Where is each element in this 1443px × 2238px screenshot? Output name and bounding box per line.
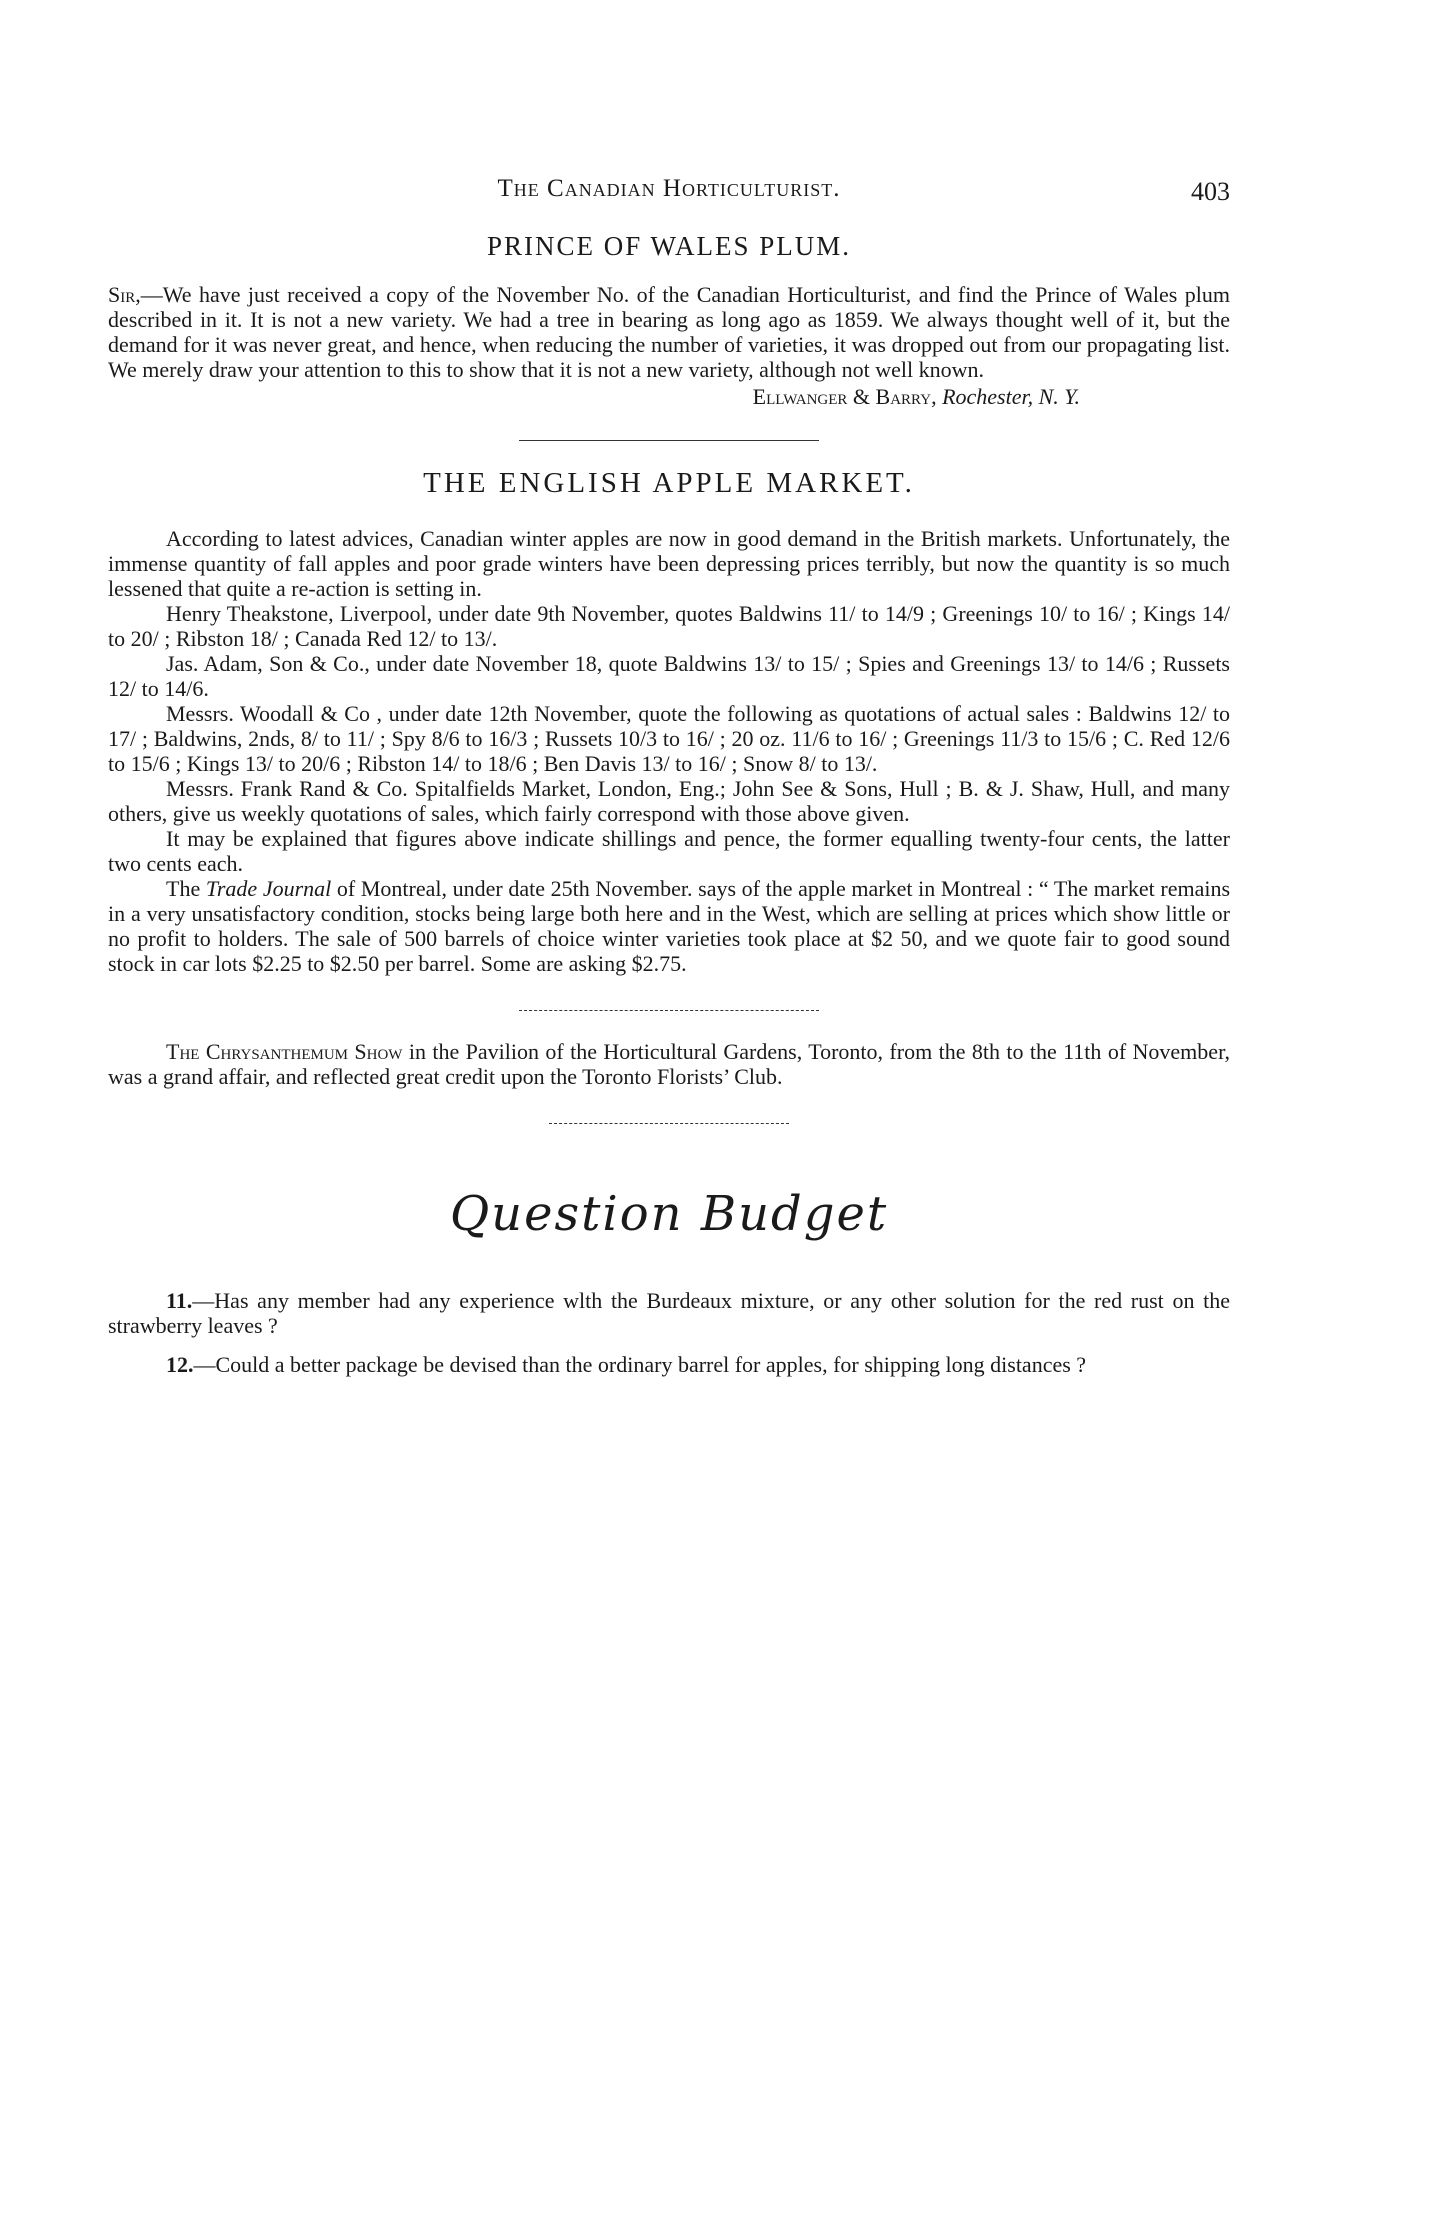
apple-paragraph: Jas. Adam, Son & Co., under date November 18, quote Baldwins 13/ to 15/ ; Spies and Greenings 13/ to 14/6 ; Russets 12/ to 14/6. [108,651,1230,701]
question-item [108,1288,1230,1338]
question-number: 11. [166,1288,193,1313]
apple-paragraph: Messrs. Woodall & Co , under date 12th November, quote the following as quotations of actual sales : Baldwins 12/ to 17/ ; Baldwins, 2nds, 8/ to 11/ ; Spy 8/6 to 16/3 ; Russets 10/3 to 16/ ; 20 oz. 11/6 to 16/ ; Greenings 11/3 to 15/6 ; C. Red 12/6 to 15/6 ; Kings 13/ to 20/6 ; Ribston 14/ to 18/6 ; Ben Davis 13/ to 16/ ; Snow 8/ to 13/. [108,701,1230,776]
question-list [108,1288,1230,1377]
question-text: —Could a better package be devised than the ordinary barrel for apples, for shipping long distances ? [193,1352,1087,1377]
section-divider [549,1123,789,1124]
signature-place: Rochester, N. Y. [942,384,1080,409]
trade-journal-pre: The [166,876,201,901]
chrysanthemum-lead: The Chrysanthemum Show [166,1039,403,1064]
chrysanthemum-note [108,1039,1230,1089]
text-column [108,175,1230,1391]
chrysanthemum-text: in the Pavilion of the Horticultural Gardens, Toronto, from the 8th to the 11th of November, was a grand affair, and reflected great credit upon the Toronto Florists’ Club. [108,1039,1231,1089]
salutation: Sir, [108,282,141,307]
running-head [108,175,1230,215]
question-text: —Has any member had any experience wlth the Burdeaux mixture, or any other solution for the red rust on the strawberry leaves ? [108,1288,1230,1338]
plum-letter-body: —We have just received a copy of the November No. of the Canadian Horticulturist, and find the Prince of Wales plum described in it. It is not a new variety. We had a tree in bearing as long ago as 1859. We always thought well of it, but the demand for it was never great, and hence, when reducing the number of varieties, it was dropped out from our propagating list. We merely draw your attention to this to show that it is not a new variety, although not well known. [108,282,1230,382]
trade-journal-post: of Montreal, under date 25th November. says of the apple market in Montreal : “ The market remains in a very unsatisfactory condition, stocks being large both here and in the West, which are selling at prices which show little or no profit to holders. The sale of 500 barrels of choice winter varieties took place at $2 50, and we quote fair to good sound stock in car lots $2.25 to $2.50 per barrel. Some are asking $2.75. [108,876,1231,976]
plum-article-title: PRINCE OF WALES PLUM. [486,231,852,261]
apple-article-title: THE ENGLISH APPLE MARKET. [423,467,915,499]
apple-paragraph: Messrs. Frank Rand & Co. Spitalfields Market, London, Eng.; John See & Sons, Hull ; B. & J. Shaw, Hull, and many others, give us weekly quotations of sales, which fairly correspond with those above given. [108,776,1230,826]
plum-signature [108,384,1080,410]
apple-article-body [108,526,1230,976]
question-budget-heading: Question Budget [449,1186,889,1242]
question-item [108,1352,1230,1377]
plum-letter [108,282,1230,382]
trade-journal-name: Trade Journal [205,876,332,901]
question-number: 12. [166,1352,194,1377]
apple-paragraph: It may be explained that figures above indicate shillings and pence, the former equalling twenty-four cents, the latter two cents each. [108,826,1230,876]
section-divider [519,440,819,441]
apple-paragraph: According to latest advices, Canadian winter apples are now in good demand in the British markets. Unfortunately, the immense quantity of fall apples and poor grade winters have been depressing prices terribly, but now the quantity is so much lessened that quite a re-action is setting in. [108,526,1230,601]
section-divider [519,1010,819,1011]
signature-name: Ellwanger & Barry, [752,384,937,409]
apple-paragraph: Henry Theakstone, Liverpool, under date 9th November, quotes Baldwins 11/ to 14/9 ; Greenings 10/ to 16/ ; Kings 14/ to 20/ ; Ribston 18/ ; Canada Red 12/ to 13/. [108,601,1230,651]
trade-journal-paragraph [108,876,1230,976]
page-number: 403 [1191,177,1230,206]
journal-title: The Canadian Horticulturist. [497,175,841,202]
